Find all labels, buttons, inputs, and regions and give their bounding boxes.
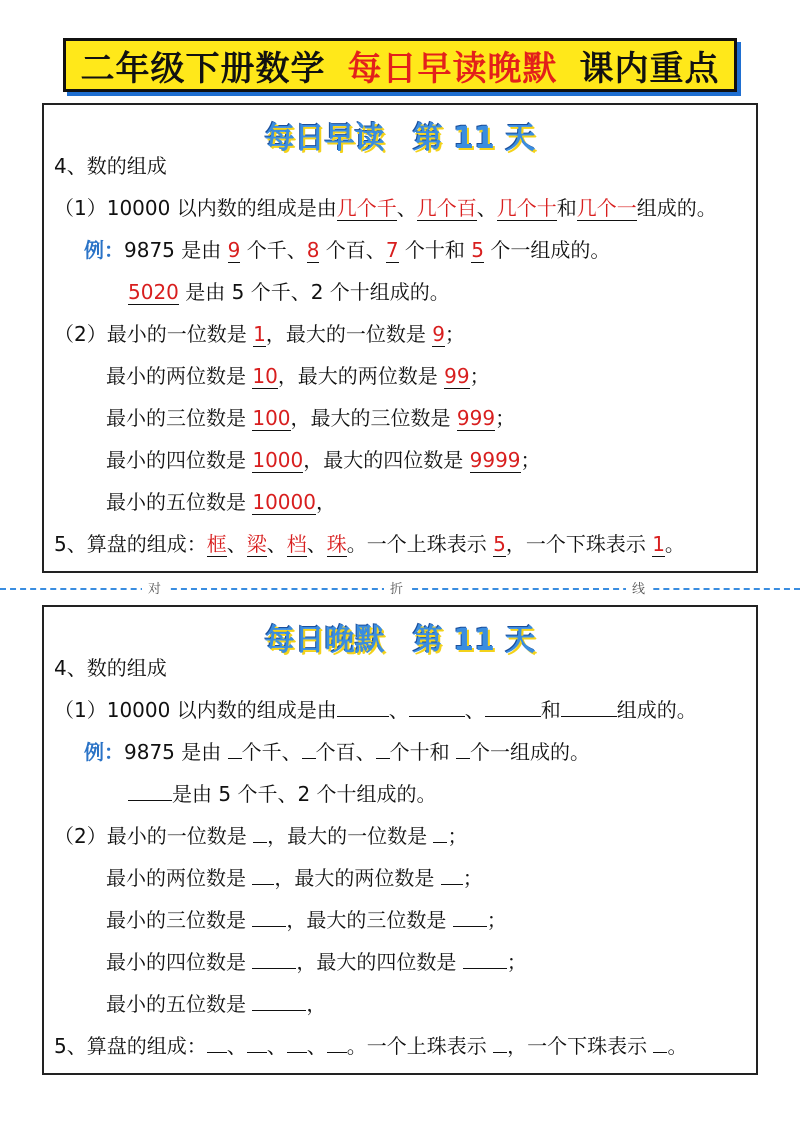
section-4-heading: 4、数的组成: [54, 154, 167, 178]
page-title-banner: [63, 38, 737, 92]
example-label: 例：: [84, 740, 124, 764]
title-grade: 二年级下册数学: [80, 48, 326, 89]
one-digit-line: （2）最小的一位数是 1，最大的一位数是 9；: [54, 322, 465, 346]
answer-blank[interactable]: [493, 1034, 507, 1053]
answer-blank[interactable]: [287, 1034, 307, 1053]
example-line-1: 例：9875 是由 个千、 个百、 个十和 个一组成的。: [84, 740, 590, 764]
abacus-line: 5、算盘的组成： 、 、 、 。一个上珠表示 ，一个下珠表示 。: [54, 1034, 688, 1058]
answer-blank[interactable]: [247, 1034, 267, 1053]
answer-blank[interactable]: [337, 698, 389, 717]
four-digit-line: 最小的四位数是 ，最大的四位数是 ；: [106, 950, 527, 974]
answer-blank[interactable]: [561, 698, 617, 717]
example-label: 例：: [84, 238, 124, 262]
composition-rule-line: （1）10000 以内数的组成是由 、 、 和 组成的。: [54, 698, 697, 722]
answer-blank[interactable]: [453, 908, 487, 927]
three-digit-line: 最小的三位数是 100，最大的三位数是 999；: [106, 406, 516, 430]
morning-card-title: 每日早读 第 11 天: [264, 121, 536, 156]
two-digit-line: 最小的两位数是 ，最大的两位数是 ；: [106, 866, 483, 890]
answer-blank[interactable]: [252, 950, 296, 969]
answer-blank[interactable]: [456, 740, 470, 759]
example-line-2: 是由 5 个千、2 个十组成的。: [128, 780, 437, 808]
abacus-line: 5、算盘的组成：框、梁、档、珠。一个上珠表示 5，一个下珠表示 1。: [54, 532, 685, 556]
answer-blank[interactable]: [441, 866, 463, 885]
answer-blank[interactable]: [228, 740, 242, 759]
answer-blank[interactable]: [376, 740, 390, 759]
answer-blank[interactable]: [653, 1034, 667, 1053]
four-digit-line: 最小的四位数是 1000，最大的四位数是 9999；: [106, 448, 541, 472]
fold-label-3: 线: [626, 578, 651, 597]
evening-dictation-card: [42, 605, 758, 1075]
title-routine: 每日早读晚默: [347, 48, 558, 89]
answer-blank[interactable]: [252, 866, 274, 885]
example-line-2: 5020 是由 5 个千、2 个十组成的。: [128, 280, 450, 304]
composition-rule-line: （1）10000 以内数的组成是由几个千、几个百、几个十和几个一组成的。: [54, 196, 717, 220]
answer-blank[interactable]: [207, 1034, 227, 1053]
two-digit-line: 最小的两位数是 10，最大的两位数是 99；: [106, 364, 490, 388]
evening-card-title: 每日晚默 第 11 天: [264, 623, 536, 658]
answer-blank[interactable]: [463, 950, 507, 969]
fold-label-2: 折: [384, 578, 409, 597]
answer-blank[interactable]: [302, 740, 316, 759]
morning-reading-card: [42, 103, 758, 573]
answer-blank[interactable]: [252, 992, 306, 1011]
title-keypoints: 课内重点: [579, 48, 720, 89]
answer-blank[interactable]: [409, 698, 465, 717]
five-digit-line: 最小的五位数是 ，: [106, 992, 327, 1016]
answer-blank[interactable]: [128, 782, 172, 801]
fold-label-1: 对: [142, 578, 167, 597]
answer-blank[interactable]: [253, 824, 267, 843]
answer-blank[interactable]: [433, 824, 447, 843]
answer-blank[interactable]: [327, 1034, 347, 1053]
three-digit-line: 最小的三位数是 ，最大的三位数是 ；: [106, 908, 507, 932]
answer-blank[interactable]: [485, 698, 541, 717]
answer-blank[interactable]: [252, 908, 286, 927]
example-line-1: 例：9875 是由 9 个千、8 个百、7 个十和 5 个一组成的。: [84, 238, 611, 262]
one-digit-line: （2）最小的一位数是 ，最大的一位数是 ；: [54, 824, 468, 848]
fold-line: [0, 578, 800, 600]
five-digit-line: 最小的五位数是 10000，: [106, 490, 336, 514]
section-4-heading: 4、数的组成: [54, 656, 167, 680]
